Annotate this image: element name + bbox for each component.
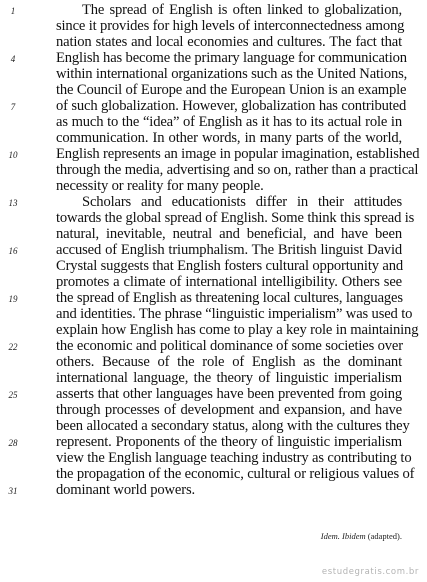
text-line-11: through the media, advertising and so on, rather than a practical — [56, 162, 419, 178]
text-line-13: Scholars and educationists differ in their attitudes — [82, 194, 402, 210]
text-line-16: accused of English triumphalism. The British linguist David — [56, 242, 402, 258]
text-line-23: others. Because of the role of English as the dominant — [56, 354, 402, 370]
text-line-14: towards the global spread of English. Some think this spread is — [56, 210, 415, 226]
source-citation — [321, 531, 402, 541]
text-line-1: The spread of English is often linked to globalization, — [82, 2, 402, 18]
text-line-21: explain how English has come to play a key role in maintaining — [56, 322, 419, 338]
line-number: 31 — [8, 486, 18, 496]
line-number: 10 — [8, 150, 18, 160]
text-line-24: international language, the theory of linguistic imperialism — [56, 370, 402, 386]
line-number: 1 — [10, 6, 16, 16]
text-line-25: asserts that other languages have been prevented from going — [56, 386, 402, 402]
text-line-9: communication. In other words, in many parts of the world, — [56, 130, 402, 146]
text-line-5: within international organizations such as the United Nations, — [56, 66, 408, 82]
text-line-20: and identities. The phrase “linguistic imperialism” was used to — [56, 306, 413, 322]
text-line-26: through processes of development and expansion, and have — [56, 402, 402, 418]
line-number: 4 — [10, 54, 16, 64]
line-number: 19 — [8, 294, 18, 304]
text-line-3: nation states and local economies and cultures. The fact that — [56, 34, 402, 50]
line-number: 22 — [8, 342, 18, 352]
text-line-17: Crystal suggests that English fosters cultural opportunity and — [56, 258, 403, 274]
text-line-30: the propagation of the economic, cultural or religious values of — [56, 466, 415, 482]
text-line-10: English represents an image in popular imagination, established — [56, 146, 420, 162]
text-line-4: English has become the primary language for communication — [56, 50, 407, 66]
line-number: 28 — [8, 438, 18, 448]
text-line-8: as much to the “idea” of English as it has to its actual role in — [56, 114, 402, 130]
line-number: 25 — [8, 390, 18, 400]
line-number: 13 — [8, 198, 18, 208]
text-line-31: dominant world powers. — [56, 482, 195, 498]
text-line-6: the Council of Europe and the European Union is an example — [56, 82, 407, 98]
text-line-29: view the English language teaching industry as contributing to — [56, 450, 412, 466]
text-line-18: promotes a climate of international intelligibility. Others see — [56, 274, 402, 290]
text-line-2: since it provides for high levels of interconnectedness among — [56, 18, 405, 34]
watermark: estudegratis.com.br — [321, 567, 419, 577]
source-title: Idem. Ibidem — [320, 531, 366, 541]
text-line-22: the economic and political dominance of some societies over — [56, 338, 403, 354]
text-line-12: necessity or reality for many people. — [56, 178, 264, 194]
text-line-7: of such globalization. However, globalization has contributed — [56, 98, 407, 114]
text-line-15: natural, inevitable, neutral and beneficial, and have been — [56, 226, 402, 242]
source-suffix: (adapted). — [365, 531, 402, 541]
line-number: 16 — [8, 246, 18, 256]
text-line-28: represent. Proponents of the theory of linguistic imperialism — [56, 434, 402, 450]
text-line-19: the spread of English as threatening local cultures, languages — [56, 290, 403, 306]
text-line-27: been allocated a secondary status, along with the cultures they — [56, 418, 410, 434]
line-number: 7 — [10, 102, 16, 112]
